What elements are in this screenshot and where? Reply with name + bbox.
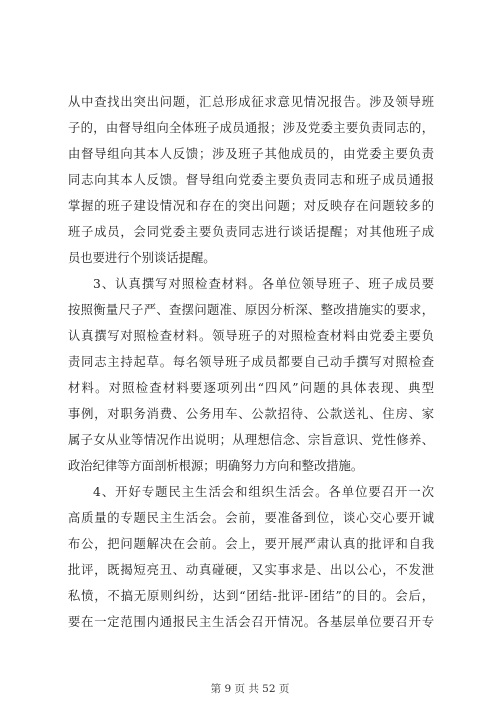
text-line: 政治纪律等方面剖析根源；明确努力方向和整改措施。 — [68, 459, 364, 473]
text-line: 批评，既揭短亮丑、动真碰硬，又实事求是、出以公心，不发泄 — [68, 563, 434, 577]
text-line: 高质量的专题民主生活会。会前，要准备到位，谈心交心要开诚 — [68, 511, 434, 525]
section-heading-line: 3、认真撰写对照检查材料。各单位领导班子、班子成员要 — [93, 277, 434, 291]
text-line: 从中查找出突出问题，汇总形成征求意见情况报告。涉及领导班 — [68, 95, 434, 109]
text-line: 同志向其本人反馈。督导组向党委主要负责同志和班子成员通报 — [68, 173, 434, 187]
text-line: 掌握的班子建设情况和存在的突出问题；对反映存在问题较多的 — [68, 199, 434, 213]
text-line: 员也要进行个别谈话提醒。 — [68, 251, 216, 265]
text-line: 私愤，不搞无原则纠纷，达到“团结-批评-团结”的目的。会后， — [68, 589, 434, 603]
text-line: 班子成员，会同党委主要负责同志进行谈话提醒；对其他班子成 — [68, 225, 434, 239]
document-body — [68, 89, 434, 635]
section-heading-line: 4、开好专题民主生活会和组织生活会。各单位要召开一次 — [93, 485, 434, 499]
text-line: 认真撰写对照检查材料。领导班子的对照检查材料由党委主要负 — [68, 329, 434, 343]
text-line: 按照衡量尺子严、查摆问题准、原因分析深、整改措施实的要求， — [68, 303, 434, 317]
text-line: 由督导组向其本人反馈；涉及班子其他成员的，由党委主要负责 — [68, 147, 434, 161]
text-line: 要在一定范围内通报民主生活会召开情况。各基层单位要召开专 — [68, 615, 434, 629]
page-footer: 第 9 页 共 52 页 — [210, 683, 290, 695]
text-line: 属子女从业等情况作出说明；从理想信念、宗旨意识、党性修养、 — [68, 433, 434, 447]
text-line: 子的，由督导组向全体班子成员通报；涉及党委主要负责同志的， — [68, 121, 434, 135]
text-line: 事例，对职务消费、公务用车、公款招待、公款送礼、住房、家 — [68, 407, 434, 421]
text-line: 材料。对照检查材料要逐项列出“四风”问题的具体表现、典型 — [68, 381, 434, 395]
text-line: 布公，把问题解决在会前。会上，要开展严肃认真的批评和自我 — [68, 537, 434, 551]
text-line: 责同志主持起草。每名领导班子成员都要自己动手撰写对照检查 — [68, 355, 434, 369]
